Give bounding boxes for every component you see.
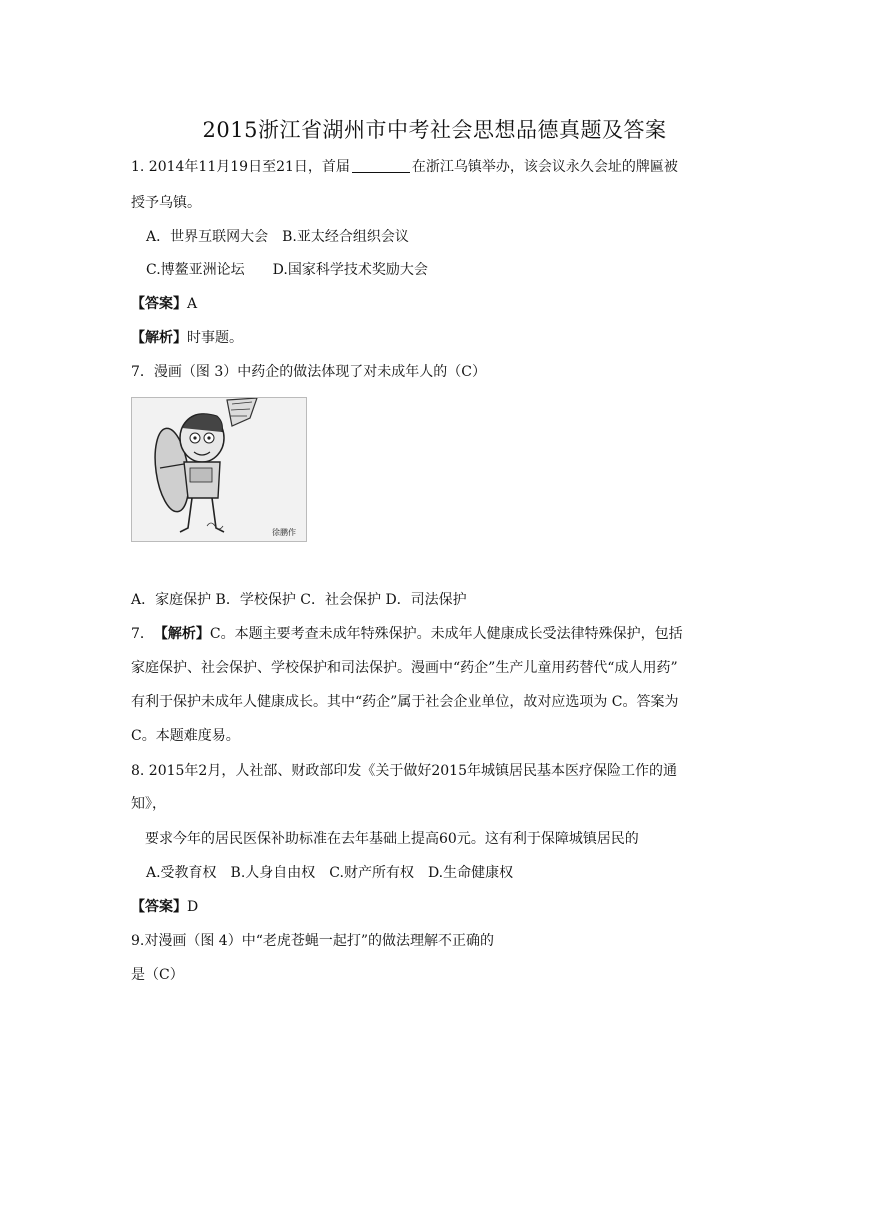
q8-options: A.受教育权 B.人身自由权 C.财产所有权 D.生命健康权 (146, 865, 514, 881)
q7-analysis-prefix: 7． (131, 626, 161, 642)
q1-options-row-2: C.博鳌亚洲论坛 D.国家科学技术奖励大会 (146, 262, 428, 278)
analysis-tag: 【解析】 (131, 330, 187, 346)
analysis-text: 时事题。 (187, 330, 243, 346)
q7-options: A．家庭保护 B．学校保护 C．社会保护 D．司法保护 (131, 592, 467, 608)
q7-analysis-line-2: 家庭保护、社会保护、学校保护和司法保护。漫画中“药企”生产儿童用药替代“成人用药” (131, 660, 678, 676)
q8-line-1: 8. 2015年2月，人社部、财政部印发《关于做好2015年城镇居民基本医疗保险工作的通 (131, 763, 677, 779)
q7-analysis-line-1 (131, 624, 683, 644)
answer-value: A (187, 296, 198, 312)
q1-line-2: 授予乌镇。 (131, 195, 201, 211)
q7-question: 7．漫画（图 3）中药企的做法体现了对未成年人的（C） (131, 364, 486, 380)
answer-tag: 【答案】 (131, 296, 187, 312)
cartoon-figure-3 (131, 397, 307, 542)
cartoon-illustration (132, 398, 306, 541)
q1-analysis (131, 328, 243, 348)
answer-tag: 【答案】 (131, 899, 187, 915)
q9-line-1: 9.对漫画（图 4）中“老虎苍蝇一起打”的做法理解不正确的 (131, 933, 495, 949)
q7-analysis-line-4: C。本题难度易。 (131, 728, 240, 744)
analysis-tag: 【解析】 (160, 626, 210, 642)
answer-value: D (187, 899, 199, 915)
q1-text-after-blank: 在浙江乌镇举办，该会议永久会址的牌匾被 (411, 159, 678, 175)
q9-line-2: 是（C） (131, 967, 184, 983)
cartoon-signature: 徐鹏作 (272, 528, 296, 537)
q8-line-3: 要求今年的居民医保补助标准在去年基础上提高60元。这有利于保障城镇居民的 (131, 831, 639, 847)
q1-fill-blank (352, 158, 410, 173)
q8-line-2: 知》， (131, 796, 166, 812)
q7-analysis-line-3: 有利于保护未成年人健康成长。其中“药企”属于社会企业单位，故对应选项为 C。答案为 (131, 694, 679, 710)
page-title: 2015浙江省湖州市中考社会思想品德真题及答案 (202, 118, 667, 142)
q8-answer (131, 897, 198, 917)
q1-answer (131, 294, 197, 314)
analysis-text: C。本题主要考查未成年特殊保护。未成年人健康成长受法律特殊保护，包括 (209, 626, 683, 642)
q1-options-row-1: A．世界互联网大会 B.亚太经合组织会议 (146, 229, 409, 245)
q1-text-before-blank: 1. 2014年11月19日至21日，首届 (131, 159, 350, 175)
q1-line-1 (131, 157, 678, 177)
